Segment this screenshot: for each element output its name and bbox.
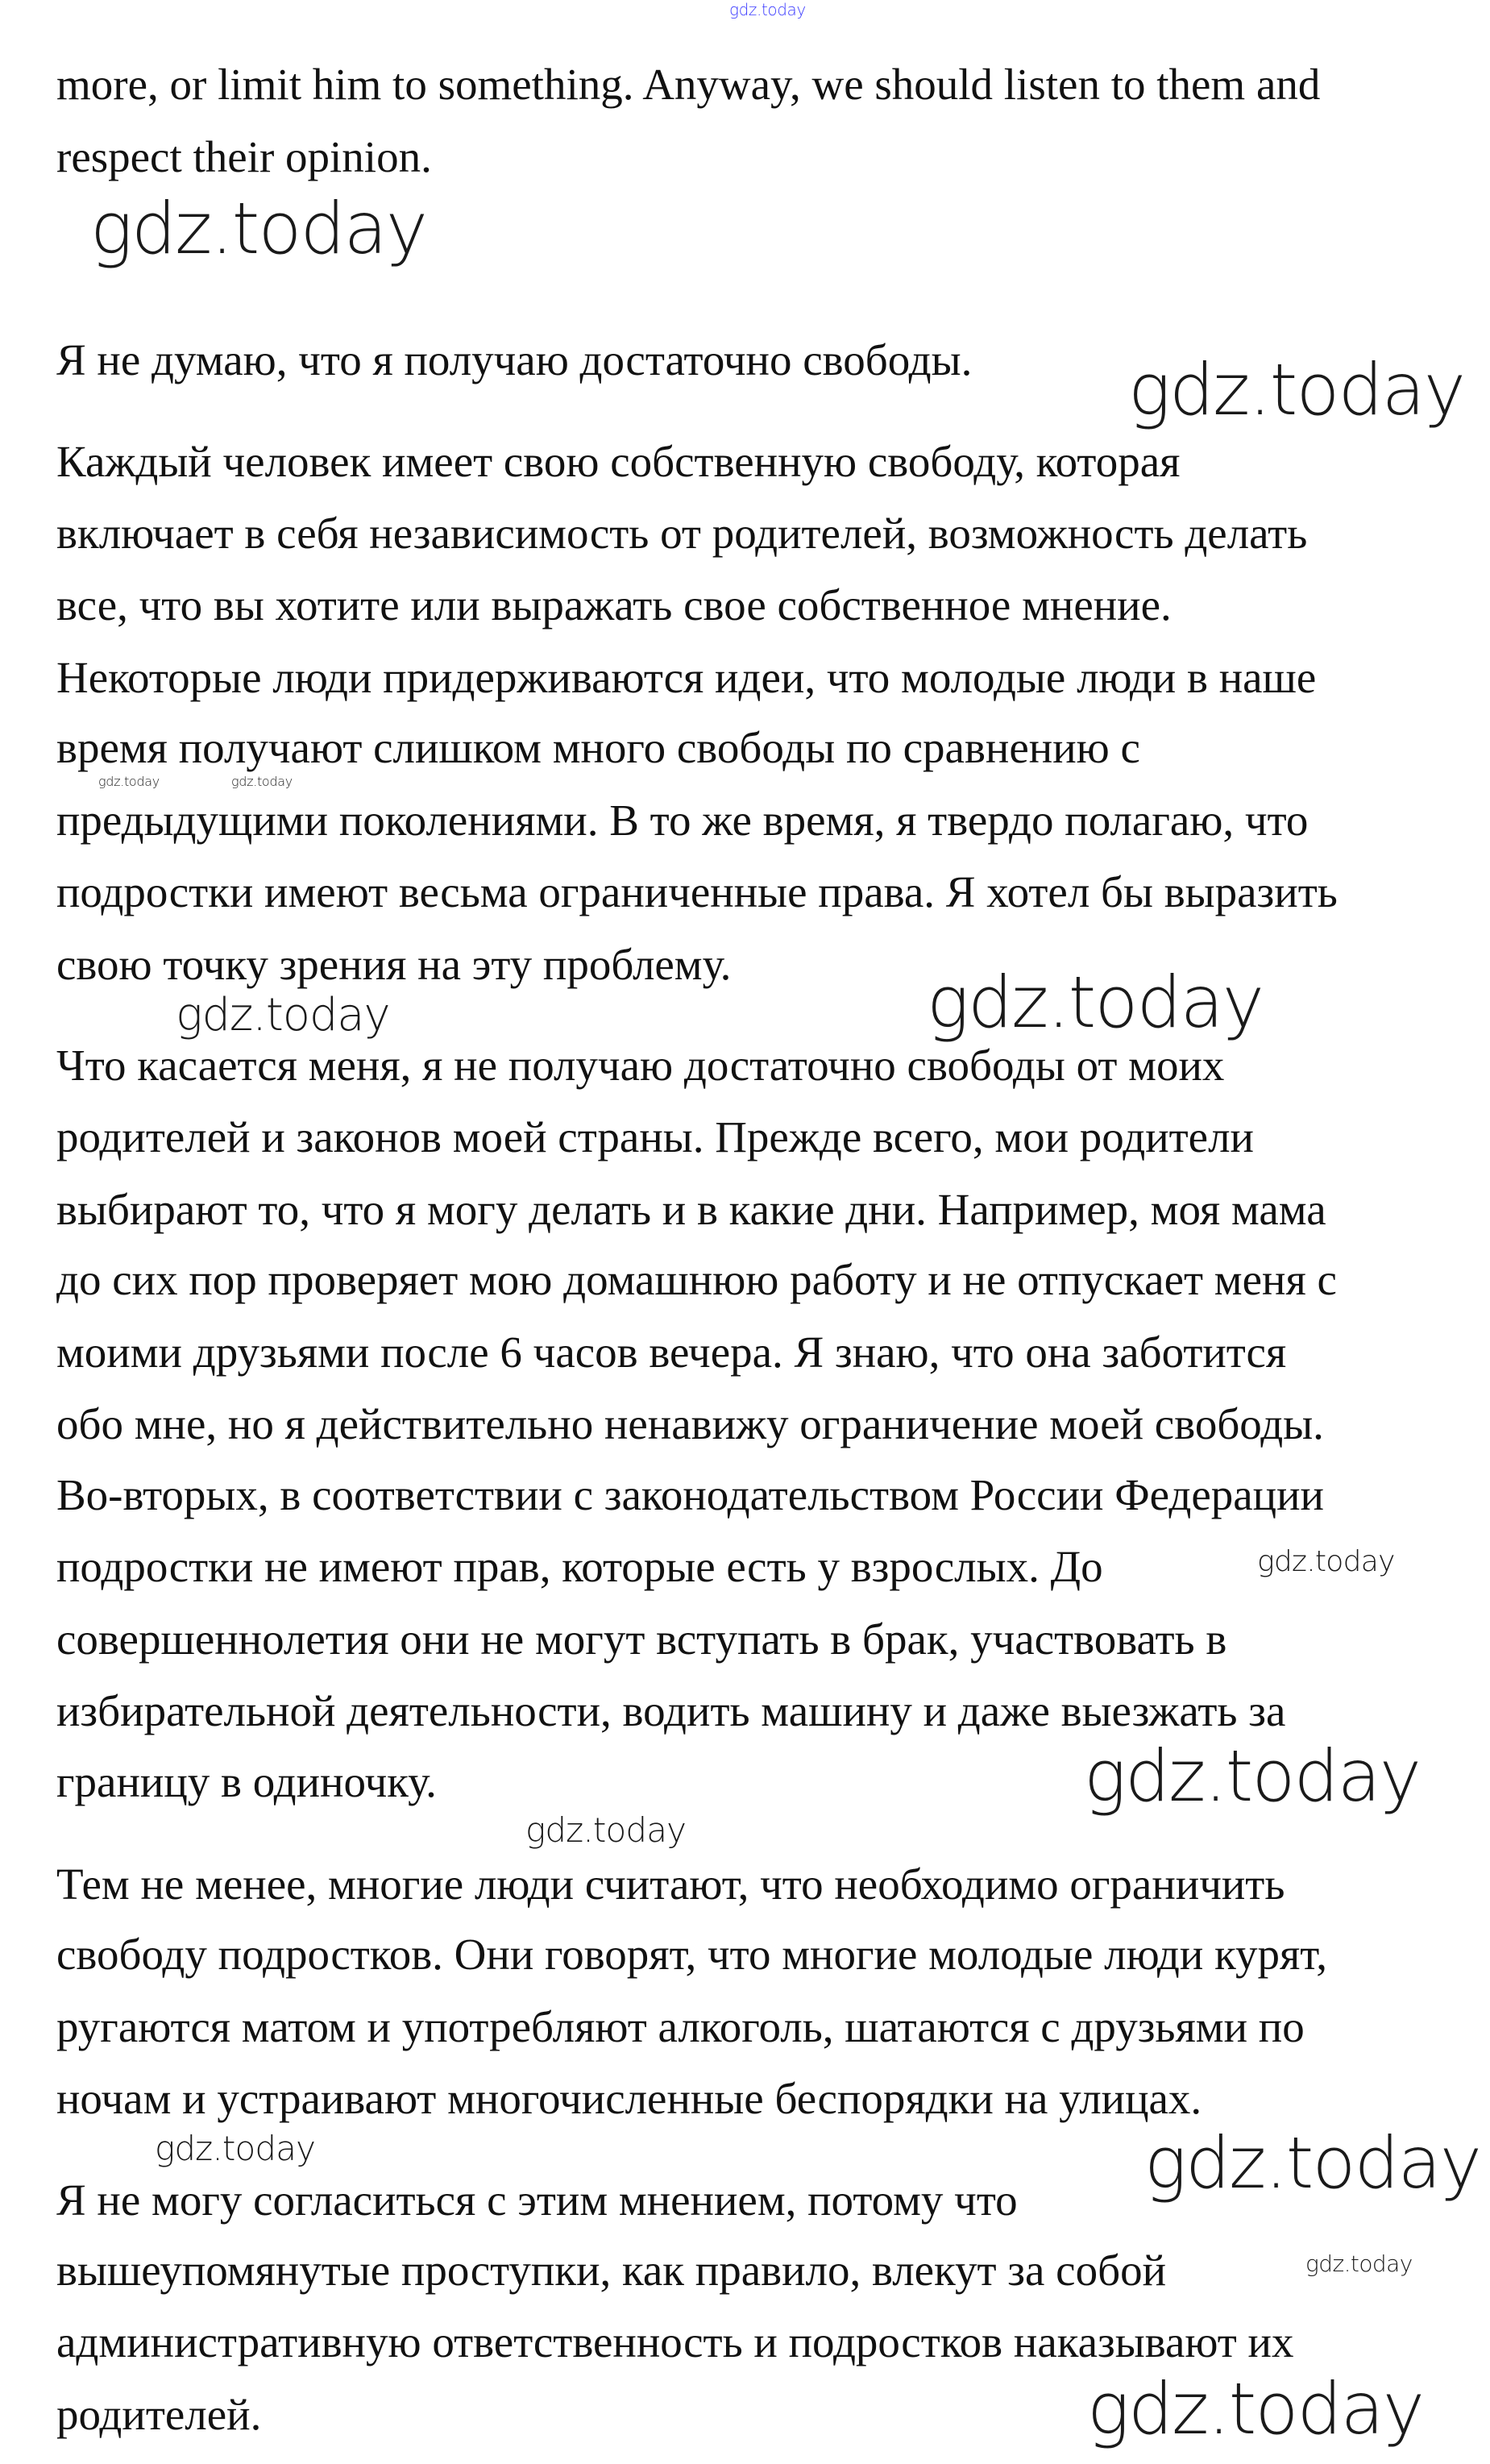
watermark: gdz.today: [729, 0, 806, 19]
text-line: предыдущими поколениями. В то же время, я твердо полагаю, что: [56, 796, 1309, 845]
watermark: gdz.today: [155, 2129, 316, 2168]
watermark: gdz.today: [525, 1810, 687, 1850]
text-line: все, что вы хотите или выражать свое собственное мнение.: [56, 580, 1172, 630]
watermark: gdz.today: [98, 774, 160, 789]
text-line: выбирают то, что я могу делать и в какие дни. Например, моя мама: [56, 1185, 1326, 1234]
text-line: моими друзьями после 6 часов вечера. Я знаю, что она заботится: [56, 1328, 1287, 1377]
text-line: родителей и законов моей страны. Прежде всего, мои родители: [56, 1112, 1254, 1161]
watermark: gdz.today: [1087, 2367, 1424, 2450]
watermark: gdz.today: [1084, 1735, 1421, 1818]
text-line: Каждый человек имеет свою собственную свободу, которая: [56, 437, 1181, 486]
text-line: respect their opinion.: [56, 132, 432, 181]
text-line: подростки имеют весьма ограниченные права. Я хотел бы выразить: [56, 867, 1338, 916]
text-line: до сих пор проверяет мою домашнюю работу и не отпускает меня с: [56, 1255, 1337, 1304]
watermark: gdz.today: [1257, 1545, 1395, 1578]
text-line: Что касается меня, я не получаю достаточно свободы от моих: [56, 1041, 1225, 1090]
text-line: more, or limit him to something. Anyway, we should listen to them and: [56, 60, 1321, 109]
watermark: gdz.today: [90, 187, 427, 270]
text-line: время получают слишком много свободы по сравнению с: [56, 723, 1140, 772]
text-line: совершеннолетия они не могут вступать в брак, участвовать в: [56, 1614, 1227, 1664]
text-line: Во-вторых, в соответствии с законодательством России Федерации: [56, 1470, 1324, 1519]
text-line: включает в себя независимость от родителей, возможность делать: [56, 509, 1308, 558]
text-line: ругаются матом и употребляют алкоголь, шатаются с друзьями по: [56, 2002, 1305, 2051]
text-line: Тем не менее, многие люди считают, что необходимо ограничить: [56, 1859, 1285, 1909]
watermark: gdz.today: [1128, 348, 1465, 431]
text-line: свободу подростков. Они говорят, что многие молодые люди курят,: [56, 1930, 1327, 1979]
watermark: gdz.today: [231, 774, 293, 789]
watermark: gdz.today: [1305, 2250, 1413, 2277]
text-line: обо мне, но я действительно ненавижу ограничение моей свободы.: [56, 1399, 1324, 1448]
text-line: Я не могу согласиться с этим мнением, потому что: [56, 2175, 1018, 2225]
text-line: вышеупомянутые проступки, как правило, влекут за собой: [56, 2246, 1167, 2295]
watermark: gdz.today: [1144, 2121, 1481, 2204]
text-line: Некоторые люди придерживаются идеи, что молодые люди в наше: [56, 653, 1317, 702]
text-line: подростки не имеют прав, которые есть у взрослых. До: [56, 1542, 1103, 1591]
text-line: административную ответственность и подростков наказывают их: [56, 2317, 1294, 2366]
text-line: Я не думаю, что я получаю достаточно свободы.: [56, 335, 973, 384]
text-line: родителей.: [56, 2390, 262, 2439]
text-line: избирательной деятельности, водить машину и даже выезжать за: [56, 1686, 1286, 1735]
watermark: gdz.today: [176, 989, 390, 1041]
text-line: ночам и устраивают многочисленные беспорядки на улицах.: [56, 2074, 1202, 2123]
text-line: границу в одиночку.: [56, 1757, 437, 1806]
text-line: свою точку зрения на эту проблему.: [56, 940, 732, 989]
watermark: gdz.today: [927, 961, 1264, 1044]
